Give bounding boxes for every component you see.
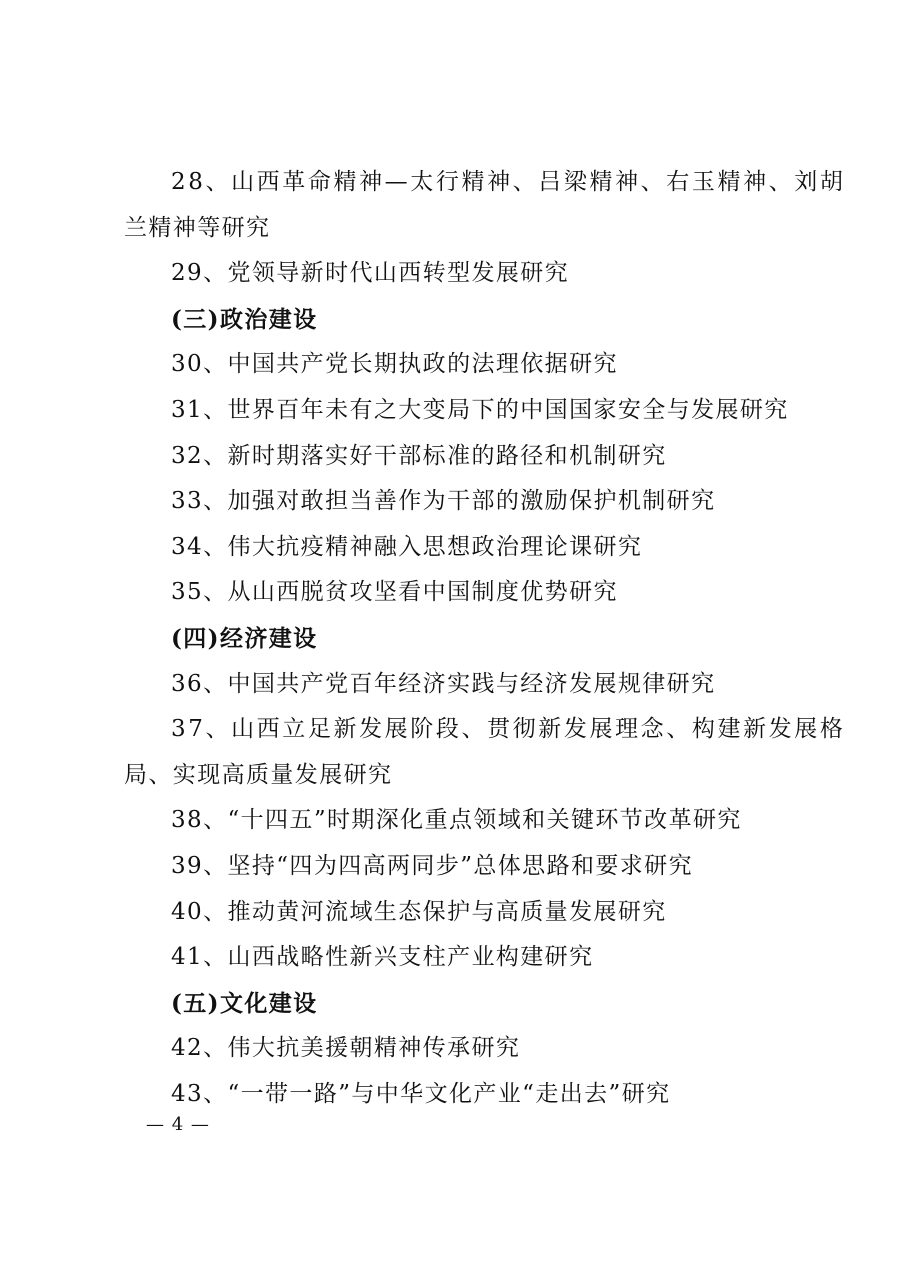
list-item-29: 29、党领导新时代山西转型发展研究 (171, 260, 570, 287)
list-item-31: 31、世界百年未有之大变局下的中国国家安全与发展研究 (171, 396, 789, 423)
section-heading-economic: (四)经济建设 (171, 624, 318, 652)
list-item-35: 35、从山西脱贫攻坚看中国制度优势研究 (171, 579, 618, 606)
section-heading-cultural: (五)文化建设 (171, 989, 318, 1017)
list-item-42: 42、伟大抗美援朝精神传承研究 (171, 1035, 521, 1062)
page-number: — 4 — (146, 1114, 210, 1135)
list-item-39: 39、坚持“四为四高两同步”总体思路和要求研究 (171, 852, 693, 879)
list-item-37: 37、山西立足新发展阶段、贯彻新发展理念、构建新发展格 (171, 716, 846, 743)
list-item-28-continued: 兰精神等研究 (124, 214, 271, 241)
list-item-38: 38、“十四五”时期深化重点领域和关键环节改革研究 (171, 807, 742, 834)
list-item-36: 36、中国共产党百年经济实践与经济发展规律研究 (171, 670, 716, 697)
document-body (124, 160, 846, 1117)
list-item-32: 32、新时期落实好干部标准的路径和机制研究 (171, 442, 667, 469)
section-heading-political: (三)政治建设 (171, 305, 318, 333)
list-item-37-continued: 局、实现高质量发展研究 (124, 761, 393, 788)
list-item-34: 34、伟大抗疫精神融入思想政治理论课研究 (171, 533, 643, 560)
list-item-40: 40、推动黄河流域生态保护与高质量发展研究 (171, 898, 667, 925)
list-item-28: 28、山西革命精神—太行精神、吕梁精神、右玉精神、刘胡 (171, 169, 846, 195)
list-item-41: 41、山西战略性新兴支柱产业构建研究 (171, 944, 594, 971)
list-item-43: 43、“一带一路”与中华文化产业“走出去”研究 (171, 1080, 671, 1107)
list-item-33: 33、加强对敢担当善作为干部的激励保护机制研究 (171, 488, 716, 515)
list-item-30: 30、中国共产党长期执政的法理依据研究 (171, 351, 618, 378)
